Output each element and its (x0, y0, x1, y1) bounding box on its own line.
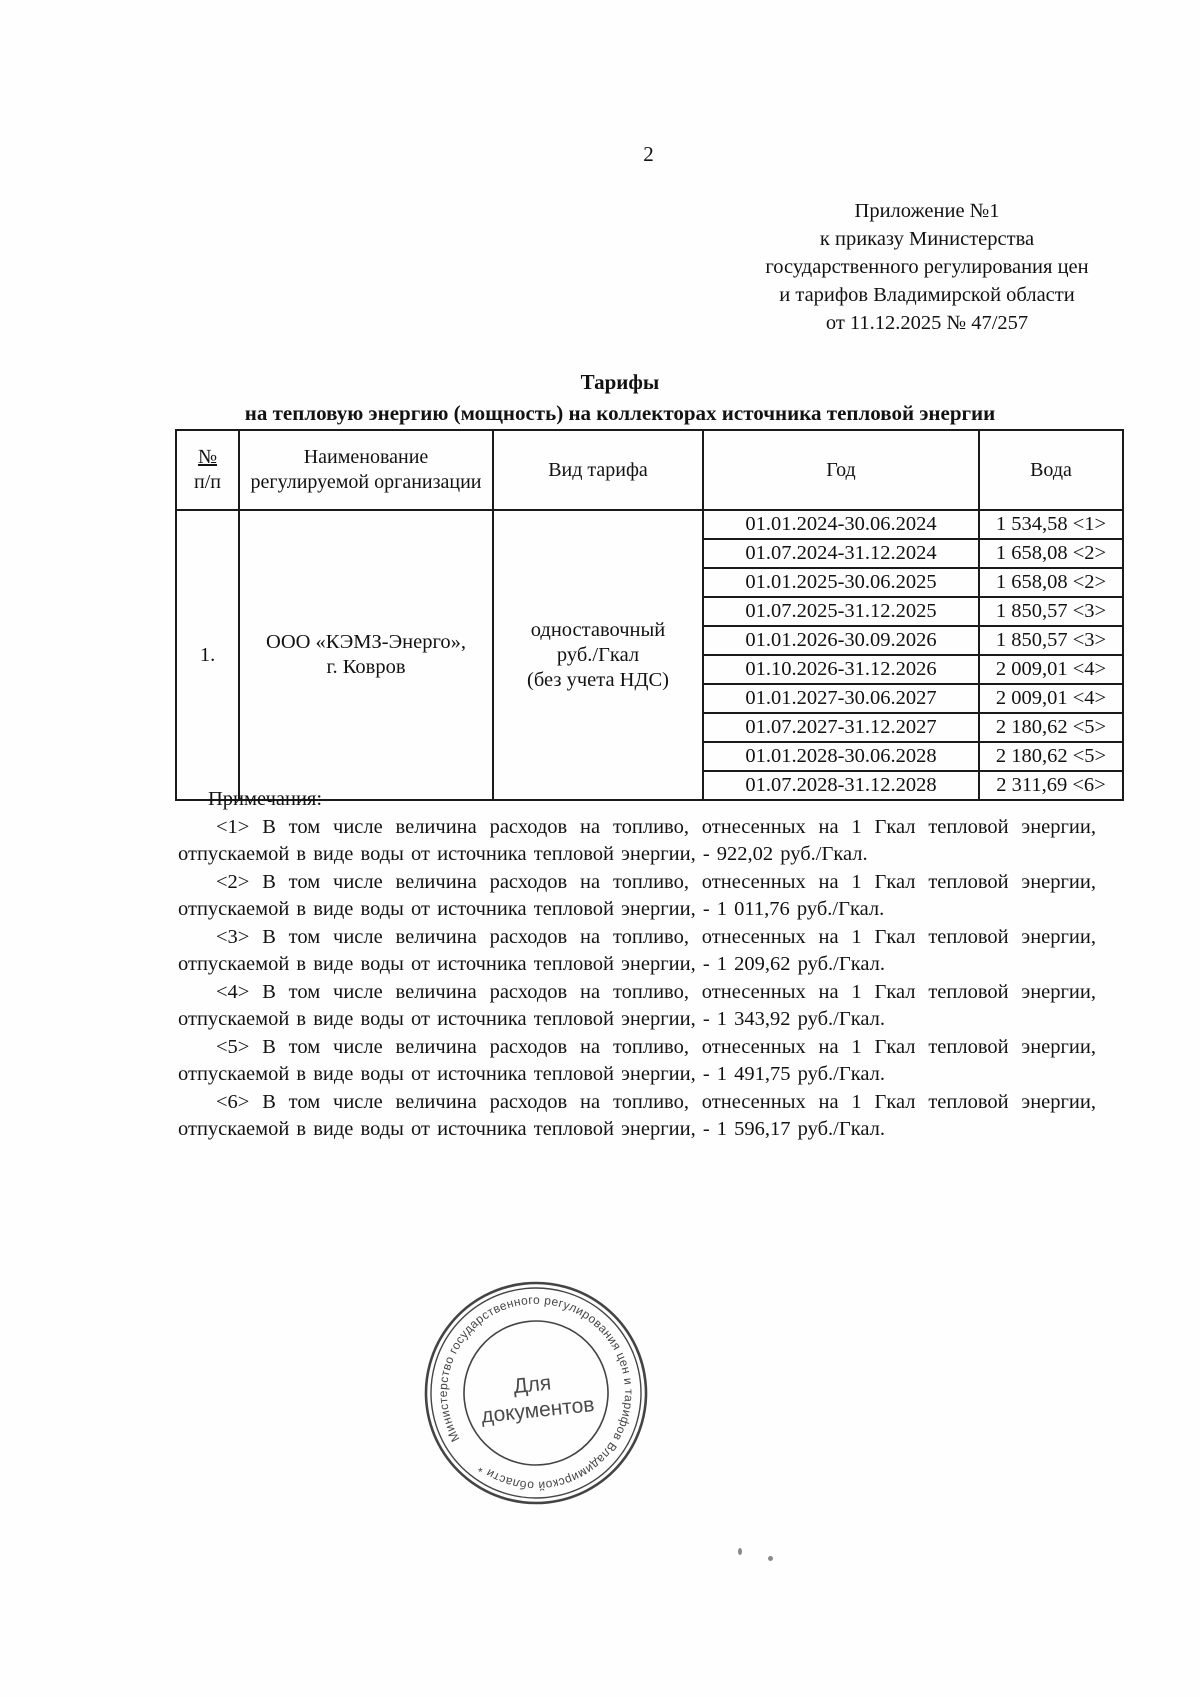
col-header-num-sign: № (197, 446, 218, 468)
water-value-cell: 1 850,57 <3> (979, 597, 1123, 626)
col-header-year: Год (703, 430, 979, 510)
scan-speck (738, 1548, 742, 1555)
appendix-header-line: Приложение №1 (854, 200, 1000, 222)
tariff-type-line: одноставочный (530, 618, 666, 641)
organization-cell (239, 510, 493, 800)
water-value-cell: 2 180,62 <5> (979, 713, 1123, 742)
appendix-header-line: к приказу Министерства (819, 228, 1035, 250)
note-item-1: <1> В том числе величина расходов на топливо, отнесенных на 1 Гкал тепловой энергии, отпускаемой в виде воды от источника тепловой энергии, - 922,02 руб./Гкал. (178, 815, 1096, 865)
period-cell: 01.07.2028-31.12.2028 (703, 771, 979, 800)
col-header-num-pp: п/п (194, 471, 221, 493)
note-item-2: <2> В том числе величина расходов на топливо, отнесенных на 1 Гкал тепловой энергии, отпускаемой в виде воды от источника тепловой энергии, - 1 011,76 руб./Гкал. (178, 870, 1096, 920)
tariff-type-line: (без учета НДС) (527, 668, 669, 691)
water-value-cell: 1 658,08 <2> (979, 568, 1123, 597)
round-stamp (403, 1260, 669, 1526)
scan-speck (768, 1556, 773, 1561)
note-item-4: <4> В том числе величина расходов на топливо, отнесенных на 1 Гкал тепловой энергии, отпускаемой в виде воды от источника тепловой энергии, - 1 343,92 руб./Гкал. (178, 980, 1096, 1030)
water-value-cell: 2 180,62 <5> (979, 742, 1123, 771)
note-item-6: <6> В том числе величина расходов на топливо, отнесенных на 1 Гкал тепловой энергии, отпускаемой в виде воды от источника тепловой энергии, - 1 596,17 руб./Гкал. (178, 1090, 1096, 1140)
col-header-organization: Наименование регулируемой организации (239, 430, 493, 510)
document-subtitle: на тепловую энергию (мощность) на коллекторах источника тепловой энергии (244, 401, 996, 425)
col-header-num (176, 430, 239, 510)
period-cell: 01.01.2024-30.06.2024 (703, 510, 979, 539)
tariff-type-line: руб./Гкал (556, 643, 640, 666)
stamp-ring-text: Министерство государственного регулирования цен и тарифов Владимирской области * (435, 1292, 637, 1493)
period-cell: 01.10.2026-31.12.2026 (703, 655, 979, 684)
organization-name: ООО «КЭМЗ-Энерго», (266, 631, 466, 653)
tariff-table (175, 429, 1124, 801)
appendix-header-line: государственного регулирования цен (765, 256, 1089, 278)
appendix-header (722, 197, 1132, 337)
period-cell: 01.01.2028-30.06.2028 (703, 742, 979, 771)
organization-city: г. Ковров (326, 656, 406, 678)
note-item-3: <3> В том числе величина расходов на топливо, отнесенных на 1 Гкал тепловой энергии, отпускаемой в виде воды от источника тепловой энергии, - 1 209,62 руб./Гкал. (178, 925, 1096, 975)
appendix-header-line: от 11.12.2025 № 47/257 (825, 312, 1029, 334)
water-value-cell: 1 534,58 <1> (979, 510, 1123, 539)
water-value-cell: 2 311,69 <6> (979, 771, 1123, 800)
table-header-row (176, 430, 1123, 510)
water-value-cell: 2 009,01 <4> (979, 684, 1123, 713)
stamp-center-text: Для документов (480, 1371, 596, 1428)
col-header-water: Вода (979, 430, 1123, 510)
water-value-cell: 1 850,57 <3> (979, 626, 1123, 655)
period-cell: 01.01.2027-30.06.2027 (703, 684, 979, 713)
notes-section (178, 786, 1096, 1144)
period-cell: 01.01.2025-30.06.2025 (703, 568, 979, 597)
appendix-header-line: и тарифов Владимирской области (779, 284, 1075, 306)
water-value-cell: 2 009,01 <4> (979, 655, 1123, 684)
period-cell: 01.01.2026-30.09.2026 (703, 626, 979, 655)
page-number: 2 (643, 142, 654, 166)
period-cell: 01.07.2025-31.12.2025 (703, 597, 979, 626)
table-row (176, 510, 1123, 539)
document-title: Тарифы (580, 370, 660, 394)
period-cell: 01.07.2024-31.12.2024 (703, 539, 979, 568)
water-value-cell: 1 658,08 <2> (979, 539, 1123, 568)
tariff-type-cell (493, 510, 703, 800)
notes-heading: Примечания: (208, 788, 323, 810)
row-number-cell: 1. (176, 510, 239, 800)
period-cell: 01.07.2027-31.12.2027 (703, 713, 979, 742)
col-header-tariff-type: Вид тарифа (493, 430, 703, 510)
note-item-5: <5> В том числе величина расходов на топливо, отнесенных на 1 Гкал тепловой энергии, отпускаемой в виде воды от источника тепловой энергии, - 1 491,75 руб./Гкал. (178, 1035, 1096, 1085)
